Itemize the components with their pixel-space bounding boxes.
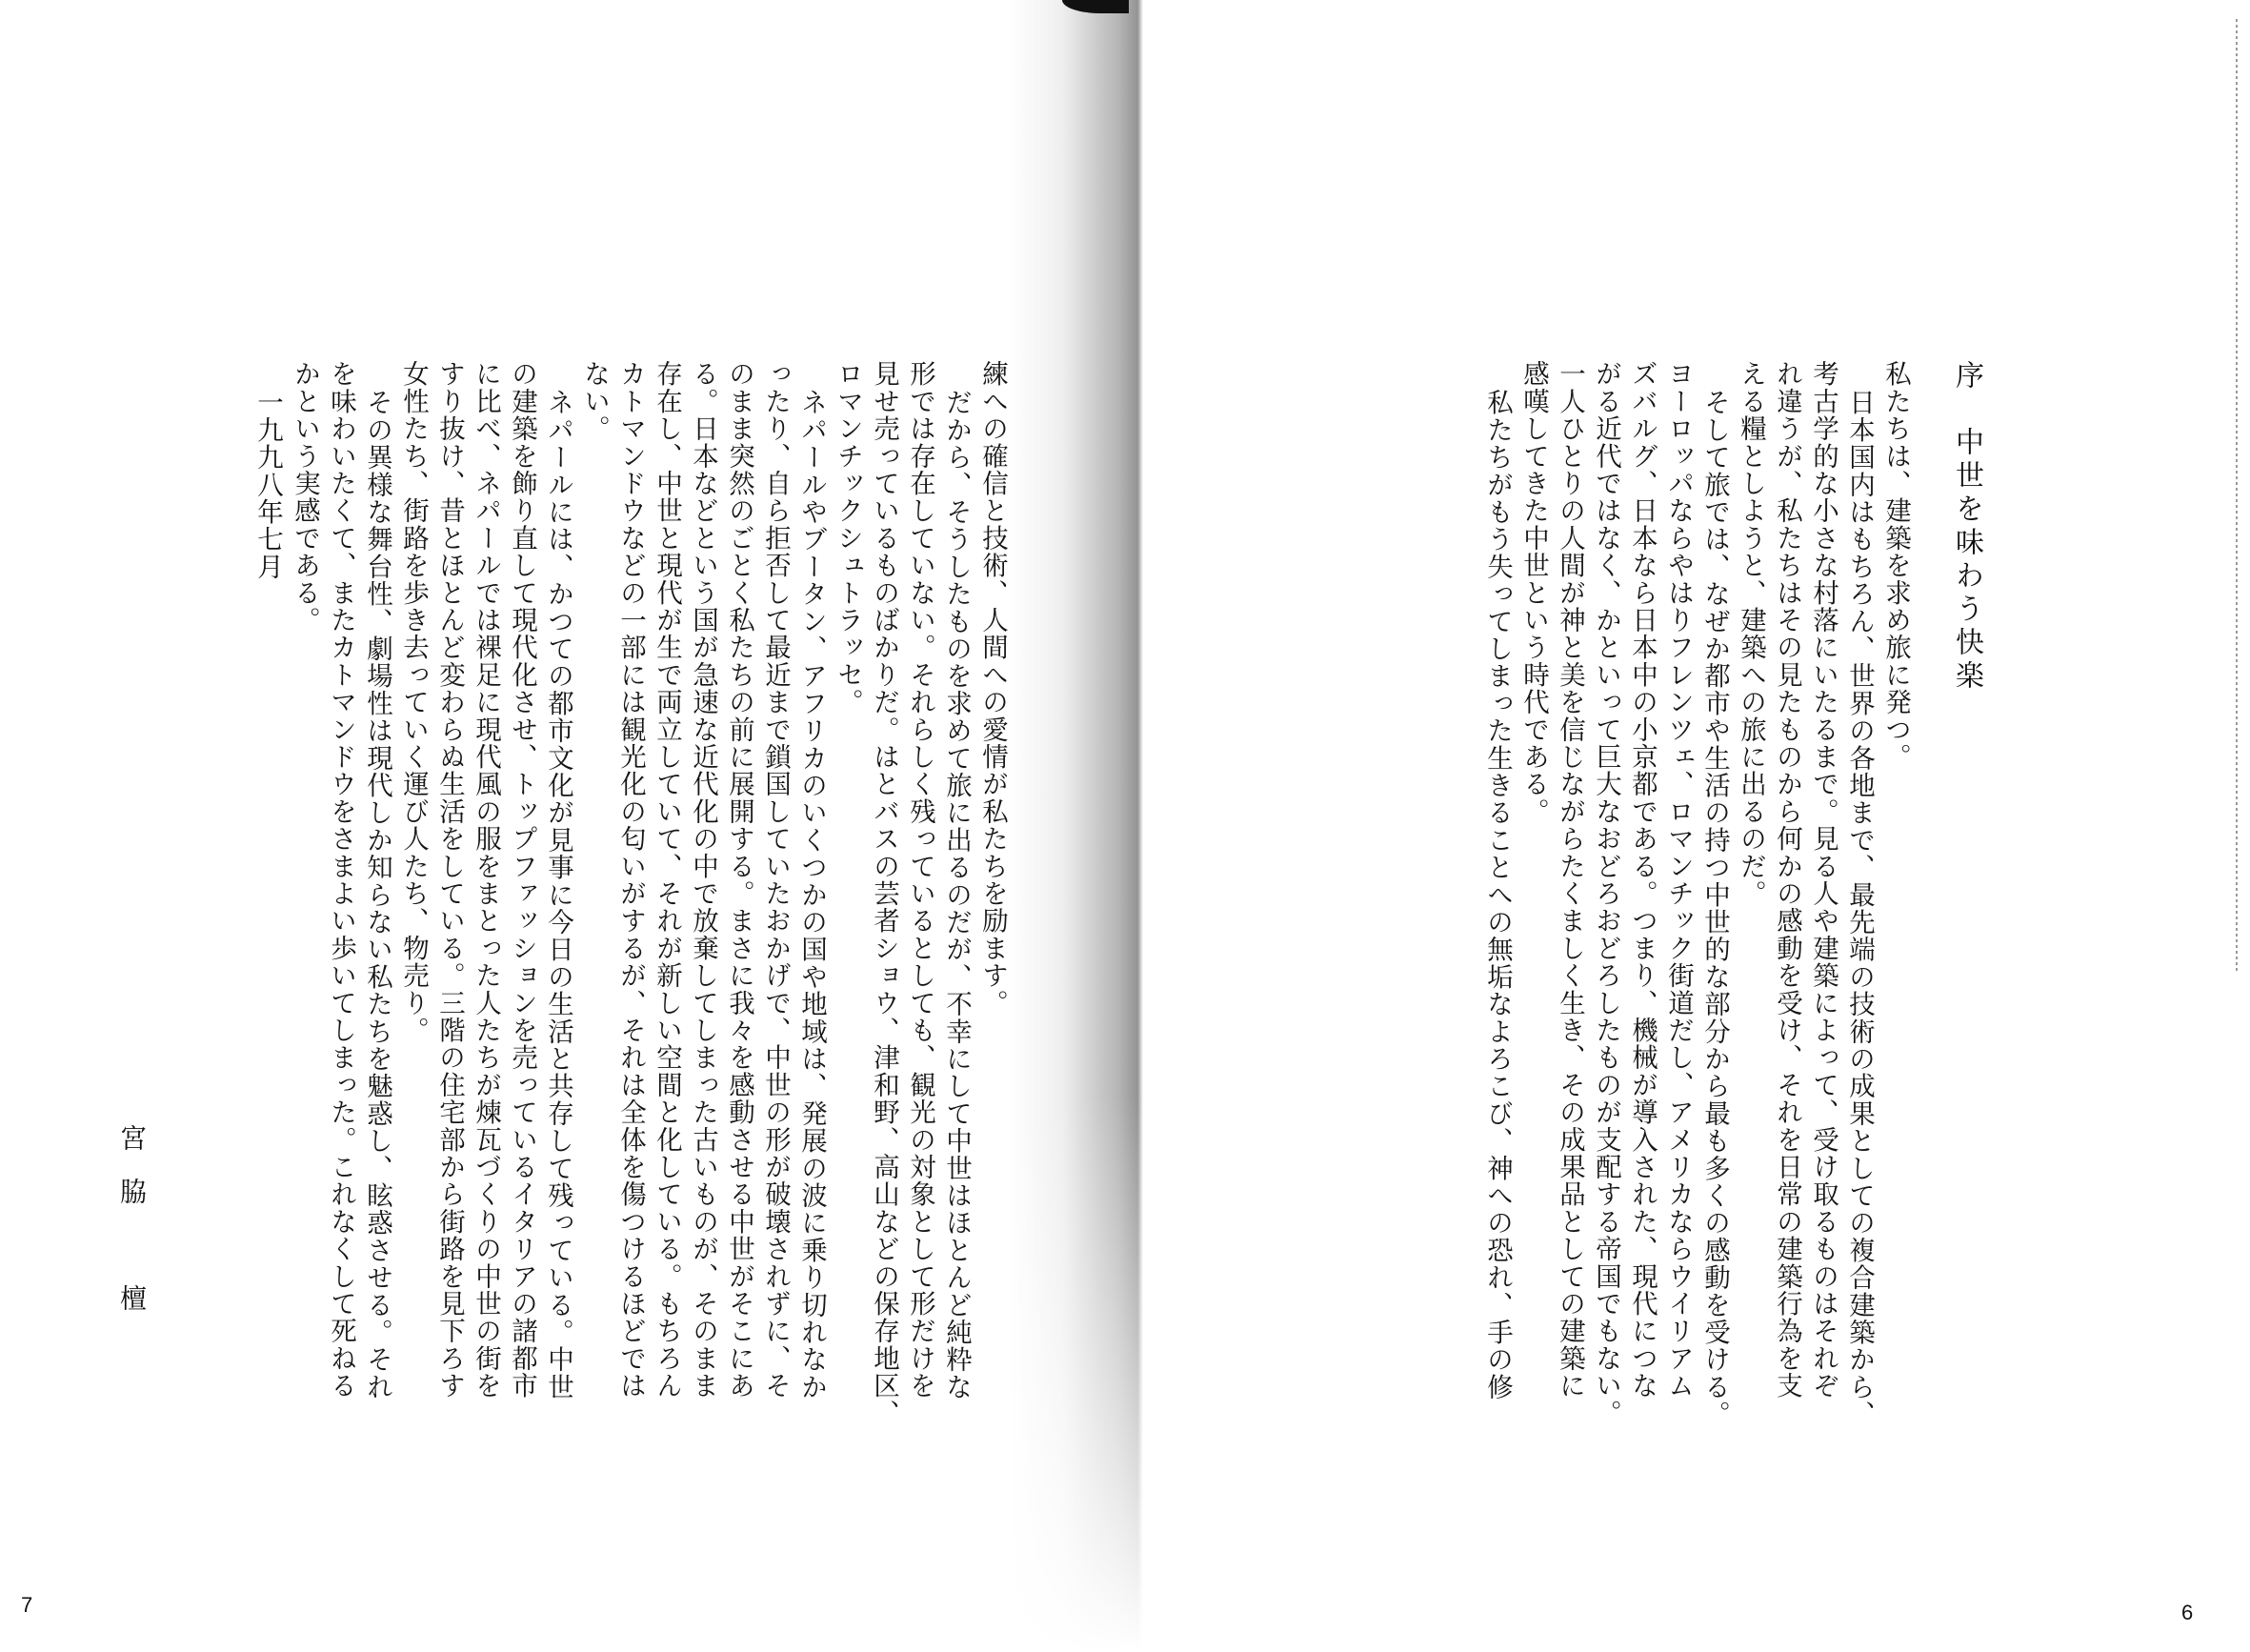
text-line: ズバルグ、日本なら日本中の小京都である。つまり、機械が導入された、現代につな	[1627, 360, 1657, 1400]
text-line: を味わいたくて、またカトマンドウをさまよい歩いてしまった。これなくして死ねる	[326, 360, 356, 1400]
text-line: そして旅では、なぜか都市や生活の持つ中世的な部分から最も多くの感動を受ける。	[1699, 389, 1730, 1428]
text-line: 練への確信と技術、人間への愛情が私たちを励ます。	[977, 360, 1008, 1017]
text-line: だから、そうしたものを求めて旅に出るのだが、不幸にして中世はほとんど純粋な	[941, 389, 972, 1400]
text-line: る。日本などという国が急速な近代化の中で放棄してしまった古いものが、そのまま	[688, 360, 718, 1400]
text-line: の建築を飾り直して現代化させ、トップファッションを売っているイタリアの諸都市	[507, 360, 537, 1400]
chapter-title: 序 中世を味わう快楽	[1950, 360, 1983, 694]
text-line: のまま突然のごとく私たちの前に展開する。まさに我々を感動させる中世がそこにあ	[724, 360, 754, 1400]
text-line: 感嘆してきた中世という時代である。	[1518, 360, 1549, 825]
page-number: 6	[2181, 1601, 2194, 1624]
text-line: ネパールやブータン、アフリカのいくつかの国や地域は、発展の波に乗り切れなか	[796, 389, 827, 1400]
text-line: 考古学的な小さな村落にいたるまで。見る人や建築によって、受け取るものはそれぞ	[1808, 360, 1838, 1400]
text-line: ったり、自ら拒否して最近まで鎖国していたおかげで、中世の形が破壊されずに、そ	[760, 360, 791, 1400]
text-line: ヨーロッパならやはりフレンツェ、ロマンチック街道だし、アメリカならウイリアム	[1663, 360, 1694, 1400]
text-line: に比べ、ネパールでは裸足に現代風の服をまとった人たちが煉瓦づくりの中世の街を	[471, 360, 501, 1400]
text-line: かという実感である。	[290, 360, 320, 634]
text-line: ない。	[579, 360, 610, 443]
text-line: 私たちは、建築を求め旅に発つ。	[1880, 360, 1911, 771]
page-left	[0, 0, 1048, 1652]
text-line: すり抜け、昔とほとんど変わらぬ生活をしている。三階の住宅部から街路を見下ろす	[434, 360, 465, 1400]
author-signature: 宮脇 檀	[116, 1124, 148, 1338]
text-line: 女性たち、街路を歩き去っていく運び人たち、物売り。	[398, 360, 429, 1044]
text-line: 存在し、中世と現代が生で両立していて、それが新しい空間と化している。もちろん	[652, 360, 682, 1400]
text-line: 日本国内はもちろん、世界の各地まで、最先端の技術の成果としての複合建築から、	[1844, 389, 1875, 1428]
text-line: 形では存在していない。それらしく残っているとしても、観光の対象として形だけを	[905, 360, 935, 1400]
text-line: える糧としようと、建築への旅に出るのだ。	[1736, 360, 1766, 907]
text-line: がる近代ではなく、かといって巨大なおどろおどろしたものが支配する帝国でもない。	[1591, 360, 1621, 1427]
date: 一九九八年七月	[252, 389, 283, 580]
text-line: 一人ひとりの人間が神と美を信じながらたくましく生き、その成果品としての建築に	[1555, 360, 1585, 1400]
text-line: その異様な舞台性、劇場性は現代しか知らない私たちを魅惑し、眩惑させる。それ	[362, 389, 392, 1400]
text-line: ネパールには、かつての都市文化が見事に今日の生活と共存して残っている。中世	[543, 389, 573, 1400]
text-line: 私たちがもう失ってしまった生きることへの無垢なよろこび、神への恐れ、手の修	[1482, 389, 1513, 1400]
page-right	[1143, 0, 2250, 1652]
page-number: 7	[21, 1593, 33, 1617]
text-line: ロマンチックシュトラッセ。	[833, 360, 863, 716]
text-line: れ違うが、私たちはその見たものから何かの感動を受け、それを日常の建築行為を支	[1772, 360, 1802, 1400]
text-line: 見せ売っているものばかりだ。はとバスの芸者ショウ、津和野、高山などの保存地区、	[869, 360, 899, 1427]
text-line: カトマンドウなどの一部には観光化の匂いがするが、それは全体を傷つけるほどでは	[615, 360, 646, 1400]
